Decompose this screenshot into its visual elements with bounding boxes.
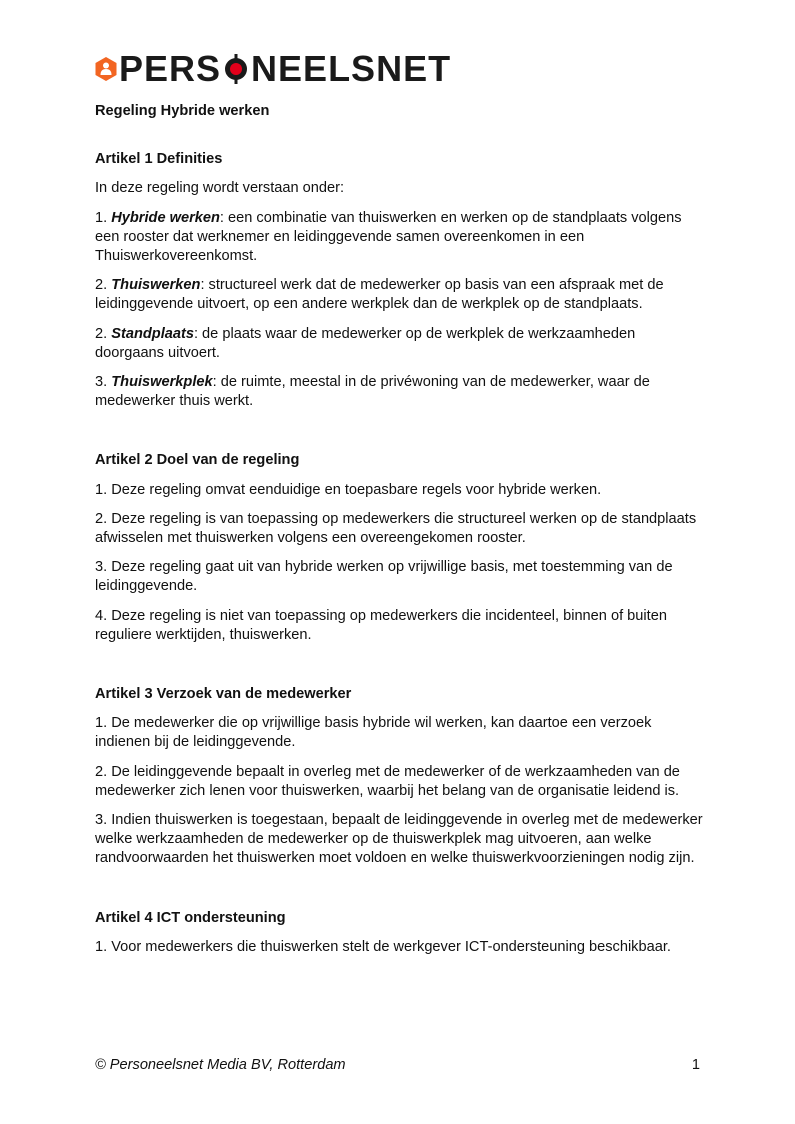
list-item: 3. Deze regeling gaat uit van hybride werken op vrijwillige basis, met toestemming van de leidinggevende.: [95, 559, 673, 595]
page-number: 1: [691, 1057, 700, 1073]
document-body: [95, 102, 705, 997]
article-3: [95, 685, 705, 869]
logo-wordmark: PERS NEELSNET: [119, 48, 452, 89]
definition-term: Standplaats: [111, 325, 194, 342]
personeelsnet-logo: [95, 48, 452, 89]
person-hexagon-icon: [95, 57, 117, 81]
document-title: Regeling Hybride werken: [95, 103, 270, 119]
article-title: Artikel 2 Doel van de regeling: [95, 452, 300, 469]
article-title: Artikel 1 Definities: [95, 151, 223, 168]
list-item: 1. De medewerker die op vrijwillige basis hybride wil werken, kan daartoe een verzoek indienen bij de leidinggevende.: [95, 715, 652, 751]
list-item: 3. Indien thuiswerken is toegestaan, bepaalt de leidinggevende in overleg met de medewerker welke werkzaamheden de medewerker op de thuiswerkplek mag uitvoeren, aan welke randvoorwaarden het thuiswerken moet voldoen en welke thuiswerkvoorzieningen nodig zijn.: [95, 812, 703, 867]
definition-term: Hybride werken: [111, 209, 220, 226]
definition-item: 3. Thuiswerkplek: de ruimte, meestal in de privéwoning van de medewerker, waar de medewerker thuis werkt.: [95, 374, 650, 410]
definition-term: Thuiswerkplek: [111, 374, 213, 391]
list-item: 2. De leidinggevende bepaalt in overleg met de medewerker of de werkzaamheden van de medewerker zich lenen voor thuiswerken, waarbij het belang van de organisatie leidend is.: [95, 763, 680, 799]
list-item: 1. Voor medewerkers die thuiswerken stelt de werkgever ICT-ondersteuning beschikbaar.: [95, 938, 671, 955]
copyright-text: © Personeelsnet Media BV, Rotterdam: [95, 1057, 346, 1073]
definition-item: 2. Standplaats: de plaats waar de medewerker op de werkplek de werkzaamheden doorgaans uitvoert.: [95, 325, 636, 361]
article-4: [95, 909, 705, 957]
article-intro: In deze regeling wordt verstaan onder:: [95, 180, 345, 197]
article-1: [95, 150, 705, 411]
article-title: Artikel 3 Verzoek van de medewerker: [95, 686, 352, 703]
list-item: 4. Deze regeling is niet van toepassing op medewerkers die incidenteel, binnen of buiten reguliere werktijden, thuiswerken.: [95, 607, 667, 643]
target-icon: [222, 54, 250, 84]
list-item: 1. Deze regeling omvat eenduidige en toepasbare regels voor hybride werken.: [95, 481, 602, 498]
definition-item: 2. Thuiswerken: structureel werk dat de medewerker op basis van een afspraak met de leidinggevende uitvoert, op een andere werkplek dan de werkplek op de standplaats.: [95, 277, 664, 313]
definition-item: 1. Hybride werken: een combinatie van thuiswerken en werken op de standplaats volgens een rooster dat werknemer en leidinggevende samen overeenkomen in een Thuiswerkovereenkomst.: [95, 209, 682, 265]
article-2: [95, 451, 705, 645]
list-item: 2. Deze regeling is van toepassing op medewerkers die structureel werken op de standplaats afwisselen met thuiswerken volgens een overeengekomen rooster.: [95, 510, 697, 547]
definition-term: Thuiswerken: [111, 277, 201, 294]
article-title: Artikel 4 ICT ondersteuning: [95, 909, 286, 926]
page-footer: [95, 1056, 700, 1075]
